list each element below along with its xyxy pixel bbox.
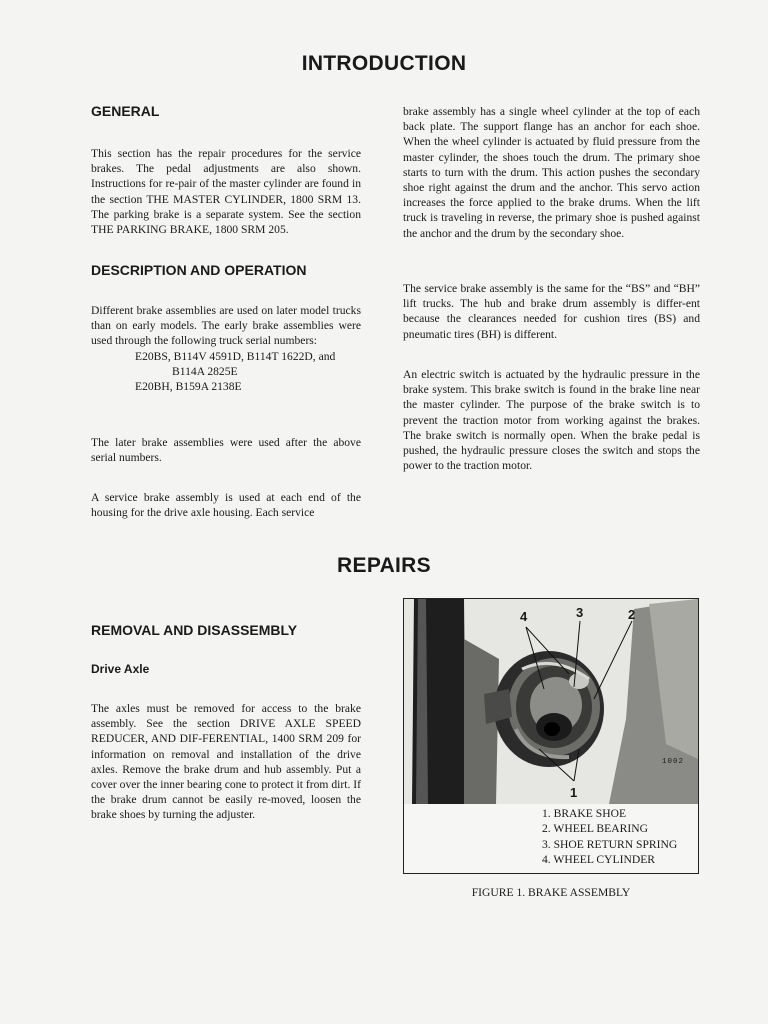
general-heading: GENERAL [91, 103, 160, 119]
description-paragraph-2: The later brake assemblies were used after the above serial numbers. [91, 436, 361, 465]
legend-item: 3. SHOE RETURN SPRING [542, 837, 678, 851]
introduction-title: INTRODUCTION [301, 52, 467, 75]
figure-caption: FIGURE 1. BRAKE ASSEMBLY [471, 886, 631, 899]
description-heading: DESCRIPTION AND OPERATION [91, 262, 307, 278]
description-paragraph-1: Different brake assemblies are used on later model trucks than on early models. The early brake assemblies were used through the following truck serial numbers: [91, 304, 361, 348]
figure-legend [542, 806, 677, 868]
repairs-title: REPAIRS [337, 554, 431, 577]
brake-assembly-photo [404, 599, 698, 804]
removal-heading: REMOVAL AND DISASSEMBLY [91, 622, 298, 638]
legend-item: 2. WHEEL BEARING [542, 822, 648, 836]
callout-3: 3 [576, 605, 584, 620]
callout-1: 1 [570, 785, 578, 800]
general-paragraph: This section has the repair procedures for the service brakes. The pedal adjustments are also shown. Instructions for re-pair of the master cylinder are found in the section THE MASTER CYLINDER, 1800 SRM 13. The parking brake is a separate system. See the section THE PARKING BRAKE, 1800 SRM 205. [91, 147, 361, 237]
serial-line-2: B114A 2825E [172, 365, 238, 378]
legend-item: 4. WHEEL CYLINDER [542, 853, 656, 867]
serial-line-1: E20BS, B114V 4591D, B114T 1622D, and [135, 350, 336, 363]
figure-frame [403, 598, 699, 874]
legend-item: 1. BRAKE SHOE [542, 807, 627, 820]
bs-bh-paragraph: The service brake assembly is the same for the “BS” and “BH” lift trucks. The hub and brake drum assembly is differ-ent because the clearances needed for cushion tires (BS) and pneumatic tires (BH) is different. [403, 282, 700, 341]
brake-assembly-paragraph: brake assembly has a single wheel cylinder at the top of each back plate. The support flange has an anchor for each shoe. When the wheel cylinder is actuated by fluid pressure from the master cylinder, the shoes touch the drum. The primary shoe starts to turn with the drum. This action pushes the secondary shoe right against the drum and the anchor. This servo action increases the force applied to the brake drums. When the lift truck is traveling in reverse, the primary shoe is pushed against the anchor and the drum by the secondary shoe. [403, 105, 700, 240]
callout-4: 4 [520, 609, 528, 624]
description-paragraph-3: A service brake assembly is used at each end of the housing for the drive axle housing. Each service [91, 491, 361, 520]
serial-line-3: E20BH, B159A 2138E [135, 380, 242, 393]
callout-2: 2 [628, 607, 636, 622]
drive-axle-subheading: Drive Axle [91, 662, 150, 676]
drive-axle-paragraph: The axles must be removed for access to the brake assembly. See the section DRIVE AXLE SPEED REDUCER, AND DIF-FERENTIAL, 1400 SRM 209 for information on removal and installation of the drive axles. Remove the brake drum and hub assembly. Put a cover over the inner bearing cone to protect it from dirt. If the brake drum cannot be easily re-moved, loosen the brake shoes by turning the adjuster. [91, 702, 361, 822]
figure-code: 1002 [662, 758, 685, 766]
brake-switch-paragraph: An electric switch is actuated by the hydraulic pressure in the brake system. This brake switch is found in the brake line near the master cylinder. The purpose of the brake switch is to prevent the traction motor from working against the brakes. The brake switch is normally open. When the brake pedal is pushed, the hydraulic pressure closes the switch and stops the power to the traction motor. [403, 368, 700, 473]
